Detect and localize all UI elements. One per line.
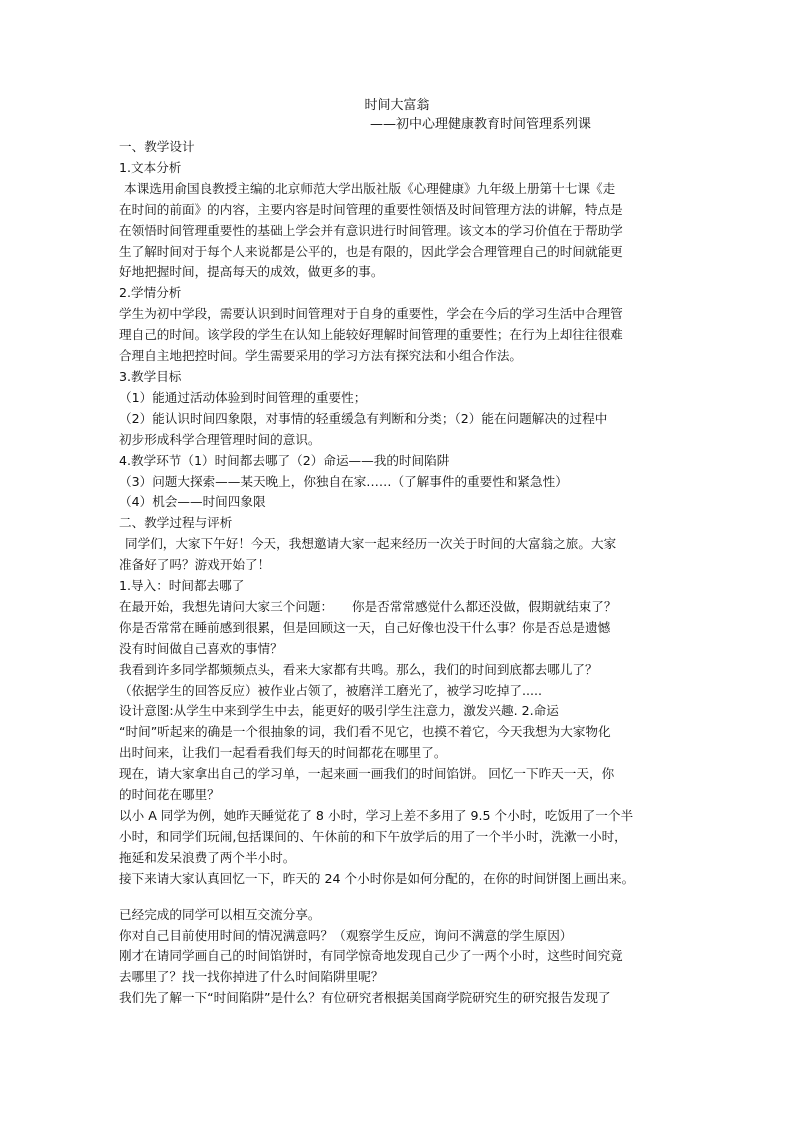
- paragraph-line: 同学们，大家下午好！今天，我想邀请大家一起来经历一次关于时间的大富翁之旅。大家: [125, 536, 617, 552]
- paragraph-line: 初步形成科学合理管理时间的意识。: [119, 431, 321, 447]
- paragraph-line: 的时间花在哪里？: [119, 787, 220, 803]
- sub-heading: 3.教学目标: [119, 368, 182, 384]
- paragraph-line: 学生为初中学段，需要认识到时间管理对于自身的重要性，学会在今后的学习生活中合理管: [119, 306, 623, 322]
- paragraph-line: 以小 A 同学为例，她昨天睡觉花了 8 小时，学习上差不多用了 9.5 个小时，吃饭用了一个半: [119, 808, 634, 823]
- paragraph-line: 接下来请大家认真回忆一下，昨天的 24 个小时你是如何分配的，在你的时间饼图上画出来。: [119, 870, 635, 886]
- section-heading: 一、教学设计: [119, 139, 195, 154]
- document-subtitle: ——初中心理健康教育时间管理系列课: [370, 117, 592, 132]
- paragraph-line: 出时间来，让我们一起看看我们每天的时间都花在哪里了。: [119, 745, 447, 761]
- paragraph-line: 在最开始，我想先请问大家三个问题： 你是否常常感觉什么都还没做，假期就结束了？: [119, 598, 617, 614]
- paragraph-line: 没有时间做自己喜欢的事情？: [119, 640, 283, 656]
- paragraph-line: （4）机会——时间四象限: [119, 494, 266, 510]
- paragraph-line: 我们先了解一下“时间陷阱”是什么？有位研究者根据美国商学院研究生的研究报告发现了: [119, 990, 611, 1006]
- paragraph-line: 合理自主地把控时间。学生需要采用的学习方法有探究法和小组合作法。: [119, 348, 522, 364]
- paragraph-line: “时间”听起来的确是一个很抽象的词，我们看不见它，也摸不着它，今天我想为大家物化: [119, 724, 611, 740]
- paragraph-line: 小时，和同学们玩闹,包括课间的、午休前的和下午放学后的用了一个半小时，洗漱一小时，: [119, 828, 627, 844]
- paragraph-line: 在时间的前面》的内容，主要内容是时间管理的重要性领悟及时间管理方法的讲解，特点是: [119, 201, 623, 217]
- paragraph-line: 好地把握时间，提高每天的成效，做更多的事。: [119, 264, 384, 280]
- paragraph-line: 在领悟时间管理重要性的基础上学会并有意识进行时间管理。该文本的学习价值在于帮助学: [119, 222, 623, 238]
- section-heading: 二、教学过程与评析: [119, 515, 233, 531]
- paragraph-line: （2）能认识时间四象限，对事情的轻重缓急有判断和分类；（2）能在问题解决的过程中: [119, 410, 608, 426]
- paragraph-line: 准备好了吗？游戏开始了！: [119, 557, 271, 573]
- paragraph-line: 本课选用俞国良教授主编的北京师范大学出版社版《心理健康》九年级上册第十七课《走: [124, 180, 616, 196]
- paragraph-line: 我看到许多同学都频频点头，看来大家都有共鸣。那么，我们的时间到底都去哪儿了？: [119, 661, 598, 677]
- sub-heading: 2.学情分析: [119, 285, 182, 301]
- sub-heading: 1.文本分析: [119, 159, 182, 175]
- paragraph-line: 你是否常常在睡前感到很累，但是回顾这一天，自己好像也没干什么事？你是否总是遗憾: [119, 619, 611, 635]
- paragraph-line: 理自己的时间。该学段的学生在认知上能较好理解时间管理的重要性；在行为上却往往很难: [119, 327, 623, 343]
- document-title: 时间大富翁: [364, 98, 430, 113]
- paragraph-line: 你对自己目前使用时间的情况满意吗？（观察学生反应，询问不满意的学生原因）: [119, 927, 573, 943]
- document-body: [119, 137, 689, 1009]
- sub-heading: 1.导入：时间都去哪了: [119, 578, 245, 594]
- paragraph-line: 刚才在请同学画自己的时间馅饼时，有同学惊奇地发现自己少了一两个小时，这些时间究竟: [119, 948, 623, 964]
- paragraph-line: 生了解时间对于每个人来说都是公平的，也是有限的，因此学会合理管理自己的时间就能更: [119, 243, 623, 259]
- paragraph-line: 设计意图:从学生中来到学生中去，能更好的吸引学生注意力，激发兴趣. 2.命运: [119, 703, 559, 719]
- paragraph-line: （1）能通过活动体验到时间管理的重要性；: [119, 389, 367, 405]
- paragraph-line: 拖延和发呆浪费了两个半小时。: [119, 849, 296, 865]
- paragraph-line: （依据学生的回答反应）被作业占领了，被磨洋工磨光了，被学习吃掉了.....: [119, 682, 543, 698]
- paragraph-line: 现在，请大家拿出自己的学习单，一起来画一画我们的时间馅饼。 回忆一下昨天一天，你: [119, 766, 615, 782]
- paragraph-line: 已经完成的同学可以相互交流分享。: [119, 906, 321, 922]
- sub-heading: 4.教学环节（1）时间都去哪了（2）命运——我的时间陷阱: [119, 452, 450, 468]
- paragraph-line: 去哪里了？找一找你掉进了什么时间陷阱里呢？: [119, 969, 384, 985]
- paragraph-line: （3）问题大探索——某天晚上，你独自在家……（了解事件的重要性和紧急性）: [119, 473, 568, 489]
